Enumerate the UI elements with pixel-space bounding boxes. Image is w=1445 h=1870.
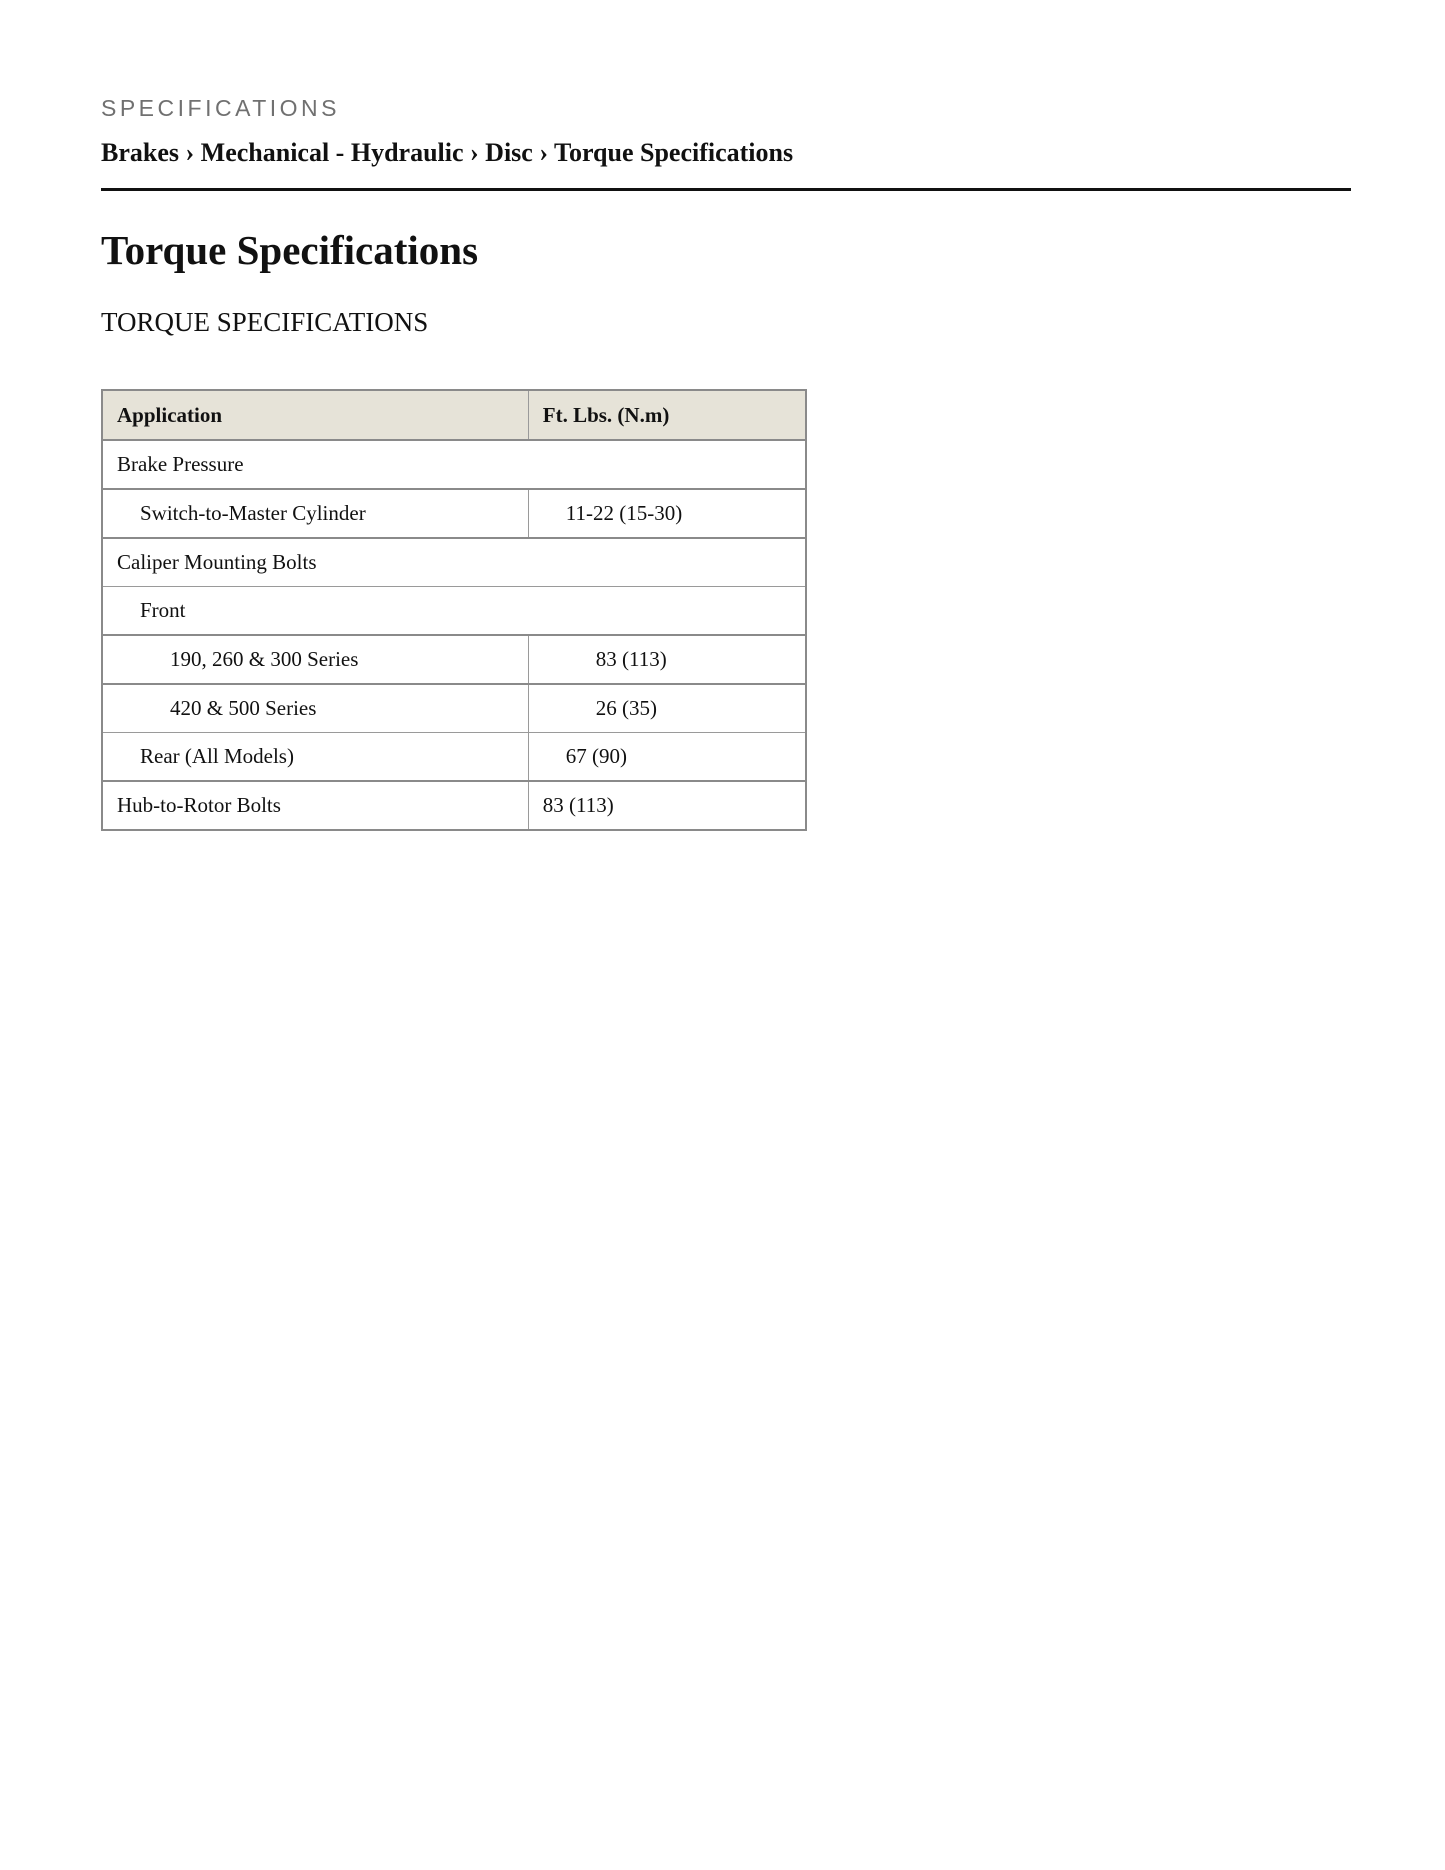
column-header-application: Application [102,390,528,440]
section-label: SPECIFICATIONS [101,95,340,121]
table-row [102,781,806,830]
table-row [102,587,806,636]
torque-spec-table [101,389,807,831]
row-group-label: Brake Pressure [102,440,806,489]
table-row [102,489,806,538]
table-header-row [102,390,806,440]
table-row [102,440,806,489]
breadcrumb: Brakes › Mechanical - Hydraulic › Disc › Torque Specifications [101,138,794,167]
table-row [102,733,806,782]
application-cell: Rear (All Models) [102,733,528,782]
application-cell: 190, 260 & 300 Series [102,635,528,684]
table-row [102,538,806,587]
application-cell: Switch-to-Master Cylinder [102,489,528,538]
value-cell: 83 (113) [528,781,806,830]
application-cell: Hub-to-Rotor Bolts [102,781,528,830]
header-divider [101,188,1351,191]
row-group-label: Caliper Mounting Bolts [102,538,806,587]
row-subgroup-label: Front [102,587,806,636]
page-title: Torque Specifications [101,227,479,273]
value-cell: 11-22 (15-30) [528,489,806,538]
application-cell: 420 & 500 Series [102,684,528,733]
column-header-value: Ft. Lbs. (N.m) [528,390,806,440]
value-cell: 26 (35) [528,684,806,733]
table-row [102,635,806,684]
value-cell: 67 (90) [528,733,806,782]
table-row [102,684,806,733]
section-subtitle: TORQUE SPECIFICATIONS [101,307,429,337]
value-cell: 83 (113) [528,635,806,684]
